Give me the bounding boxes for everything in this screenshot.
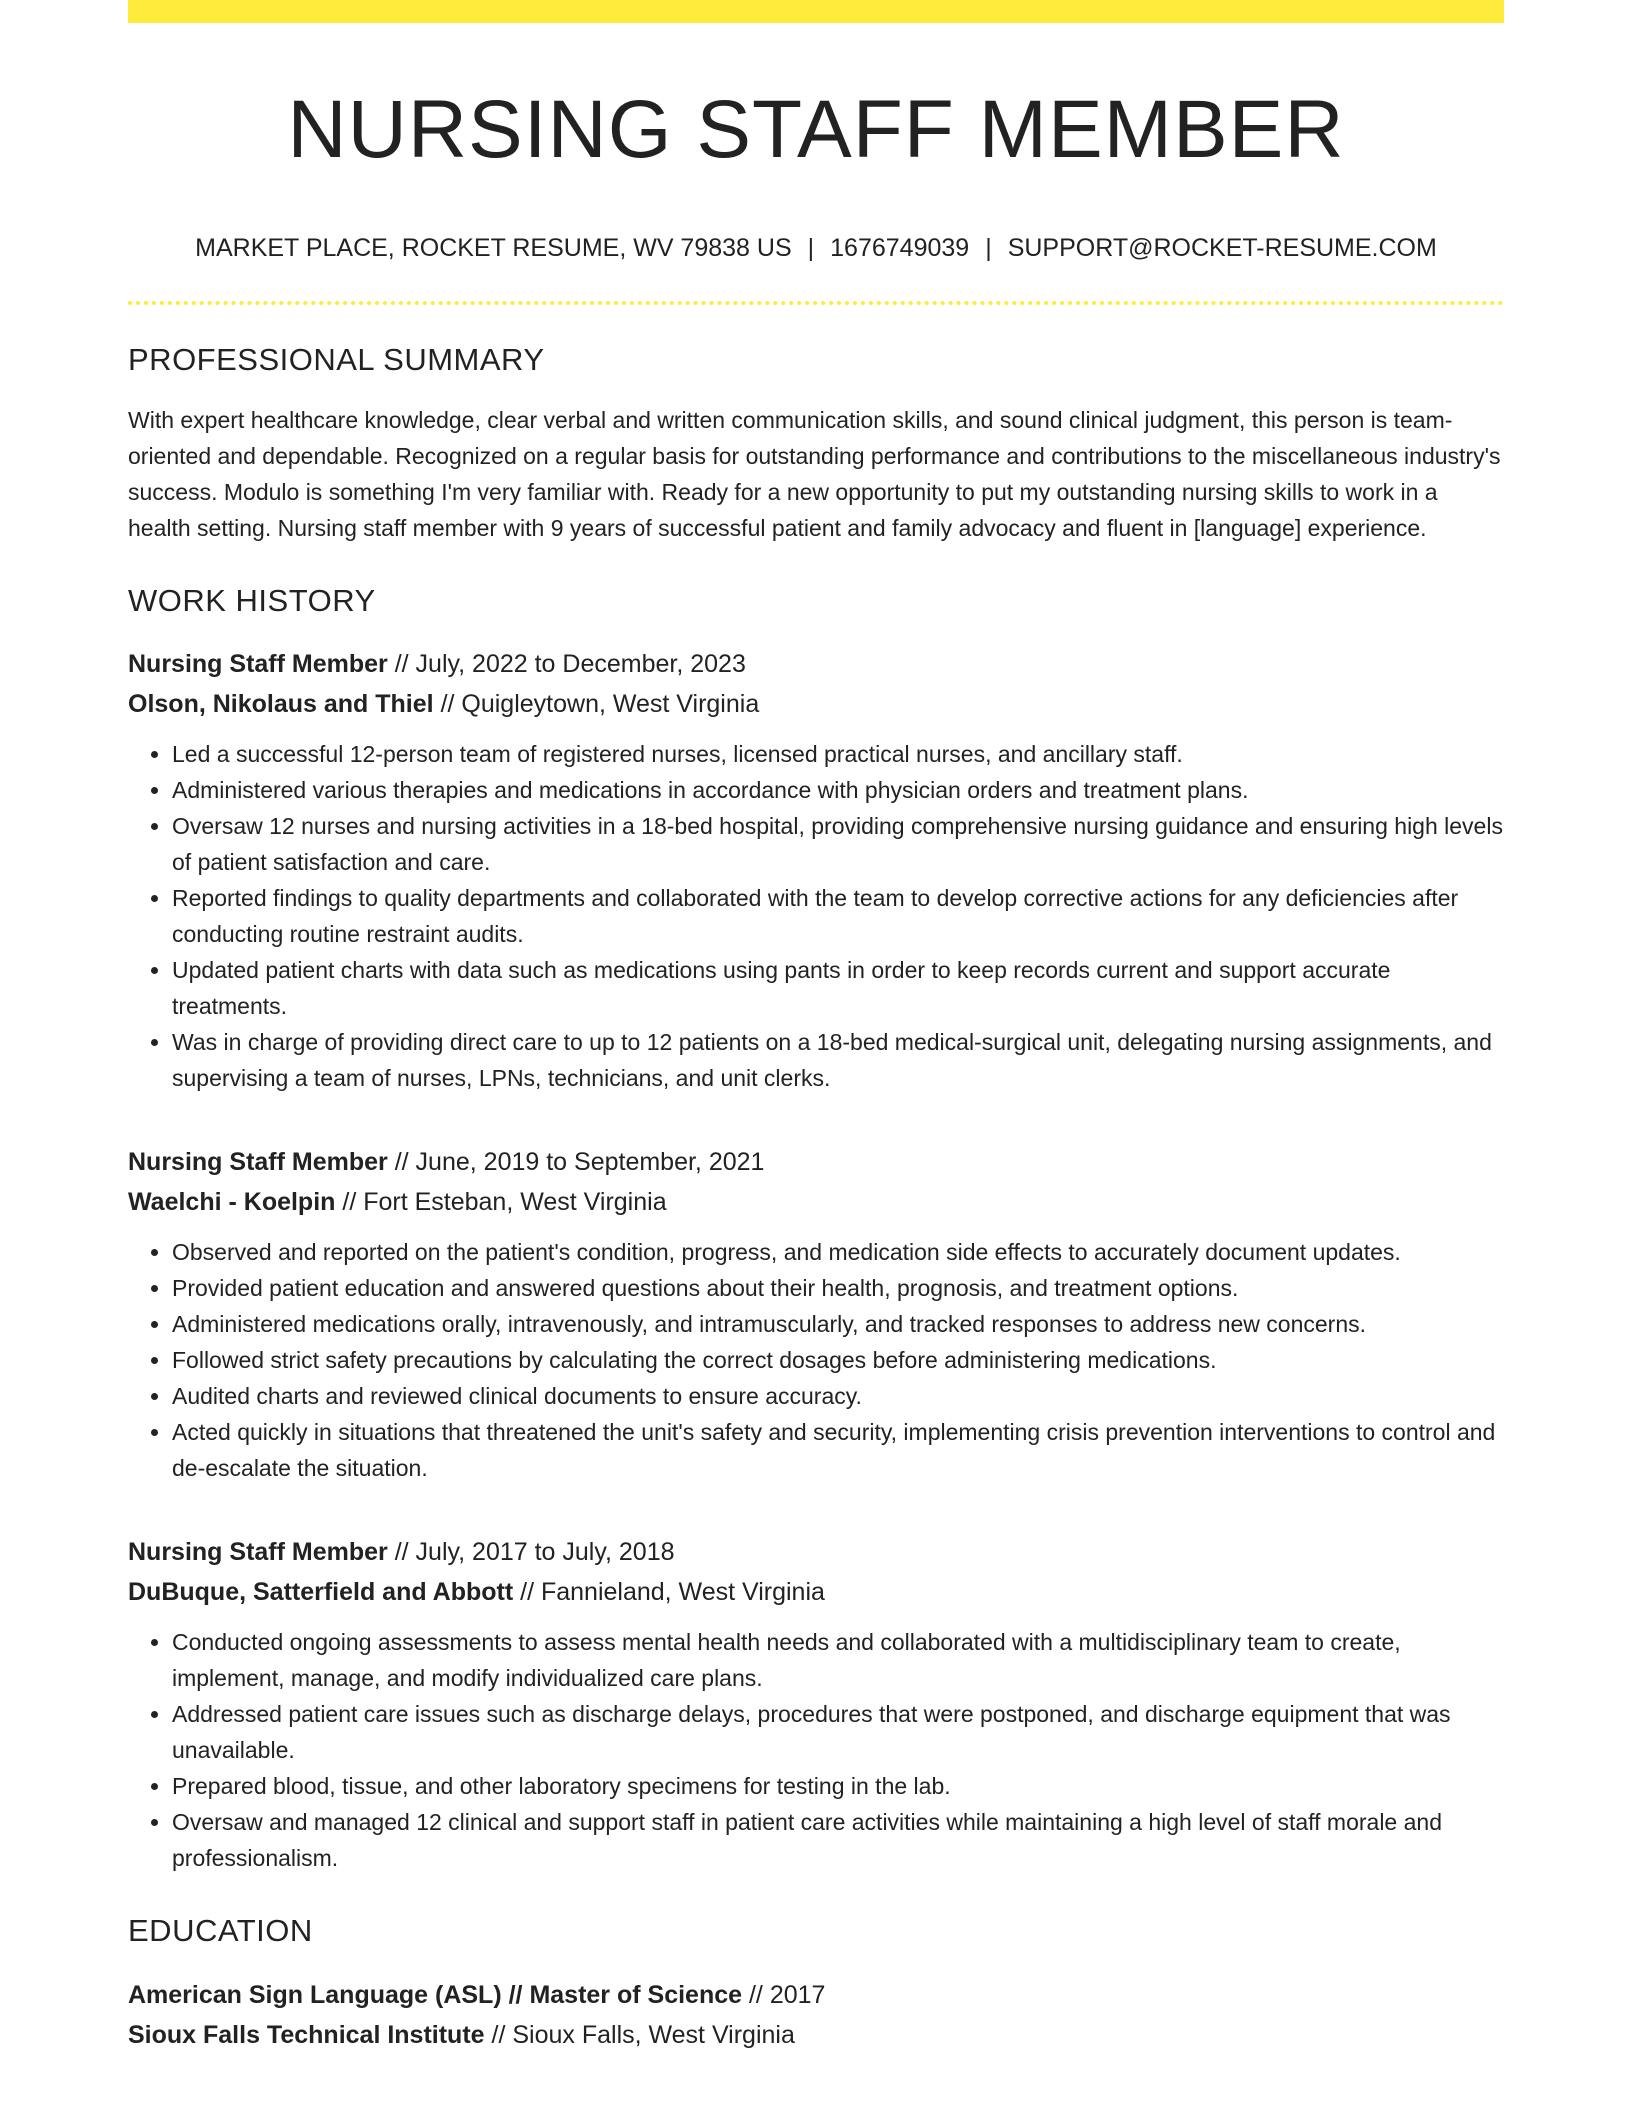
education-degree-line (128, 1975, 1504, 2015)
education-year: // 2017 (748, 1980, 826, 2009)
job-title-line (128, 644, 1504, 684)
job-role: Nursing Staff Member (128, 649, 388, 678)
job-location: // Fort Esteban, West Virginia (342, 1187, 667, 1216)
job-bullet: • Administered medications orally, intravenously, and intramuscularly, and tracked responses to address new concerns. (172, 1306, 1504, 1342)
resume-name: NURSING STAFF MEMBER (287, 84, 1345, 175)
section-title-summary: PROFESSIONAL SUMMARY (128, 342, 545, 378)
education-section (128, 1912, 1504, 2055)
education-location: // Sioux Falls, West Virginia (491, 2020, 795, 2049)
contact-separator: | (985, 234, 992, 263)
professional-summary-section (128, 341, 1504, 546)
summary-text: With expert healthcare knowledge, clear verbal and written communication skills, and sound clinical judgment, this person is team-oriented and dependable. Recognized on a regular basis for outstanding performance and contributions to the miscellaneous industry's success. Modulo is something I'm very familiar with. Ready for a new opportunity to put my outstanding nursing skills to work in a health setting. Nursing staff member with 9 years of successful patient and family advocacy and fluent in [language] experience. (128, 407, 1501, 542)
work-history-section (128, 582, 1504, 1875)
job-bullet-list (128, 1624, 1504, 1876)
job-company-line (128, 1182, 1504, 1222)
job-company: Olson, Nikolaus and Thiel (128, 689, 434, 718)
section-title-education: EDUCATION (128, 1912, 313, 1948)
job-bullet-list (128, 1234, 1504, 1486)
job-bullet: • Reported findings to quality departments and collaborated with the team to develop corrective actions for any deficiencies after conducting routine restraint audits. (172, 880, 1504, 952)
job-title-line (128, 1532, 1504, 1572)
job-bullet: • Observed and reported on the patient's condition, progress, and medication side effects to accurately document updates. (172, 1234, 1504, 1270)
job-company-line (128, 1572, 1504, 1612)
job-bullet: • Oversaw and managed 12 clinical and support staff in patient care activities while maintaining a high level of staff morale and professionalism. (172, 1804, 1504, 1876)
job-bullet: • Administered various therapies and medications in accordance with physician orders and treatment plans. (172, 772, 1504, 808)
contact-phone: 1676749039 (830, 234, 970, 263)
section-title-work-history: WORK HISTORY (128, 583, 376, 619)
contact-line (128, 233, 1504, 263)
job-entry (128, 1532, 1504, 1876)
job-location: // Quigleytown, West Virginia (440, 689, 760, 718)
accent-top-bar (128, 0, 1504, 23)
job-role: Nursing Staff Member (128, 1147, 388, 1176)
dotted-divider (128, 301, 1504, 305)
job-company: DuBuque, Satterfield and Abbott (128, 1577, 514, 1606)
education-school: Sioux Falls Technical Institute (128, 2020, 485, 2049)
contact-address: MARKET PLACE, ROCKET RESUME, WV 79838 US (195, 234, 792, 263)
job-bullet: • Led a successful 12-person team of registered nurses, licensed practical nurses, and ancillary staff. (172, 736, 1504, 772)
job-company: Waelchi - Koelpin (128, 1187, 336, 1216)
job-bullet: • Prepared blood, tissue, and other laboratory specimens for testing in the lab. (172, 1768, 1504, 1804)
job-dates: // June, 2019 to September, 2021 (394, 1147, 765, 1176)
job-bullet: • Was in charge of providing direct care to up to 12 patients on a 18-bed medical-surgical unit, delegating nursing assignments, and supervising a team of nurses, LPNs, technicians, and unit clerks. (172, 1024, 1504, 1096)
job-bullet: • Followed strict safety precautions by calculating the correct dosages before administering medications. (172, 1342, 1504, 1378)
job-bullet: • Addressed patient care issues such as discharge delays, procedures that were postponed, and discharge equipment that was unavailable. (172, 1696, 1504, 1768)
education-entry (128, 1975, 1504, 2055)
job-entry (128, 1142, 1504, 1486)
job-entry (128, 644, 1504, 1096)
job-title-line (128, 1142, 1504, 1182)
job-dates: // July, 2022 to December, 2023 (394, 649, 746, 678)
job-bullet: • Provided patient education and answered questions about their health, prognosis, and treatment options. (172, 1270, 1504, 1306)
contact-separator: | (807, 234, 815, 263)
contact-email: SUPPORT@ROCKET-RESUME.COM (1007, 234, 1437, 263)
job-bullet: • Audited charts and reviewed clinical documents to ensure accuracy. (172, 1378, 1504, 1414)
job-dates: // July, 2017 to July, 2018 (394, 1537, 675, 1566)
job-bullet: • Conducted ongoing assessments to assess mental health needs and collaborated with a multidisciplinary team to create, implement, manage, and modify individualized care plans. (172, 1624, 1504, 1696)
job-bullet: • Oversaw 12 nurses and nursing activities in a 18-bed hospital, providing comprehensive nursing guidance and ensuring high levels of patient satisfaction and care. (172, 808, 1504, 880)
job-company-line (128, 684, 1504, 724)
job-role: Nursing Staff Member (128, 1537, 388, 1566)
education-degree: American Sign Language (ASL) // Master of Science (128, 1980, 743, 2009)
education-school-line (128, 2015, 1504, 2055)
resume-page (128, 0, 1504, 2055)
job-bullet-list (128, 736, 1504, 1096)
job-bullet: • Acted quickly in situations that threatened the unit's safety and security, implementing crisis prevention interventions to control and de-escalate the situation. (172, 1414, 1504, 1486)
job-bullet: • Updated patient charts with data such as medications using pants in order to keep records current and support accurate treatments. (172, 952, 1504, 1024)
job-location: // Fannieland, West Virginia (520, 1577, 825, 1606)
